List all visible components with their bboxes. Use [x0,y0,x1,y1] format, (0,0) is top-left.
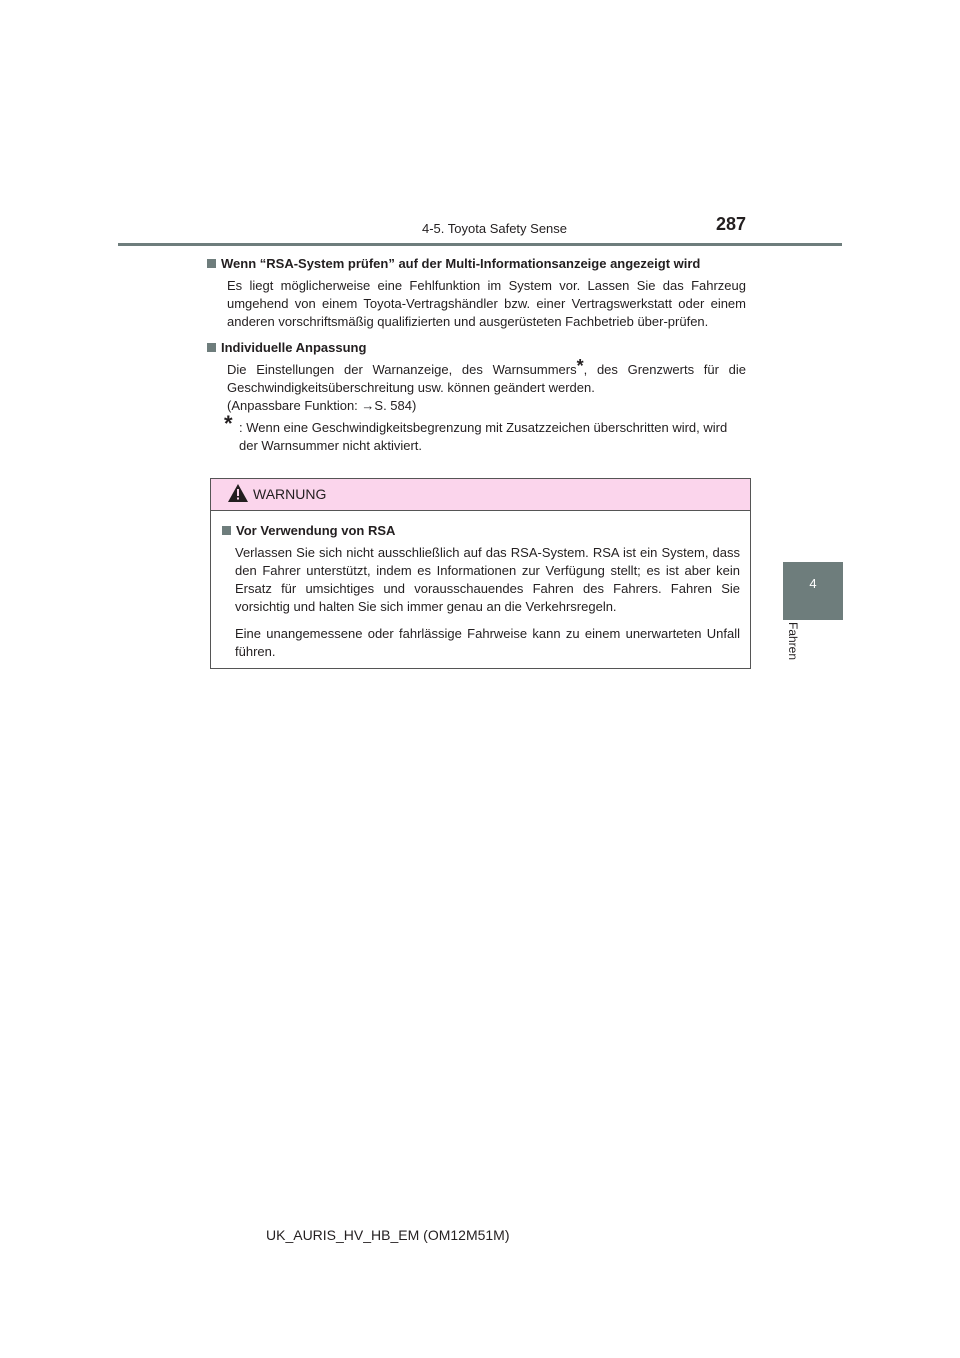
square-bullet-icon [207,343,216,352]
section-heading-text: Individuelle Anpassung [221,340,367,355]
warning-header [211,479,750,511]
section-heading [207,339,746,357]
footnote-marker: * [224,411,233,436]
section-text-part2: , des Grenzwerts für die Geschwindigkeitsüberschreitung usw. können geändert werden. [227,362,747,395]
warning-title: WARNUNG [253,486,327,502]
section-text [210,356,747,415]
page-number: 287 [716,214,747,234]
footer-code: UK_AURIS_HV_HB_EM (OM12M51M) [266,1227,510,1243]
footnote-star: * [576,356,584,377]
warning-heading [222,522,740,540]
warning-paragraph: Eine unangemessene oder fahrlässige Fahrweise kann zu einem unerwarteten Unfall führen. [235,626,740,659]
warning-body [211,511,750,661]
warning-box [210,478,751,669]
footnote-text: : Wenn eine Geschwindigkeitsbegrenzung mit Zusatzzeichen überschritten wird, wird der Warnsummer nicht aktiviert. [239,420,728,453]
square-bullet-icon [222,526,231,535]
side-tab[interactable] [783,562,843,620]
warning-heading-text: Vor Verwendung von RSA [236,523,396,538]
header-section-title: 4-5. Toyota Safety Sense [422,221,568,236]
warning-triangle-icon [228,484,248,502]
square-bullet-icon [207,259,216,268]
section-rsa-check [210,255,746,331]
header-rule [118,243,842,246]
footnote [210,411,746,455]
side-tab-label-text: Fahren [786,622,800,661]
section-heading [207,255,746,273]
warning-paragraph: Verlassen Sie sich nicht ausschließlich auf das RSA-System. RSA ist ein System, dass den Fahrer unterstützt, indem es Informationen zur Verfügung stellt; es ist aber kein Ersatz für umsichtiges und vorausschauendes Fahren des Fahrers. Fahren Sie vorsichtig und halten Sie sich immer genau an die Verkehrsregeln. [235,545,740,614]
side-tab-label [786,622,802,682]
side-tab-number: 4 [809,576,817,591]
main-content [210,255,746,463]
section-heading-text: Wenn “RSA-System prüfen” auf der Multi-Informationsanzeige angezeigt wird [221,256,701,271]
section-text-part1: Die Einstellungen der Warnanzeige, des Warnsummers [227,362,577,377]
section-customization [210,339,746,455]
page-reference: (Anpassbare Funktion: →S. 584) [227,398,417,413]
section-text: Es liegt möglicherweise eine Fehlfunktion im System vor. Lassen Sie das Fahrzeug umgehend von einem Toyota-Vertragshändler bzw. einer Vertragswerkstatt oder einem anderen vorschriftsmäßig qualifizierten und ausgerüsteten Fachbetrieb über-prüfen. [227,278,746,329]
